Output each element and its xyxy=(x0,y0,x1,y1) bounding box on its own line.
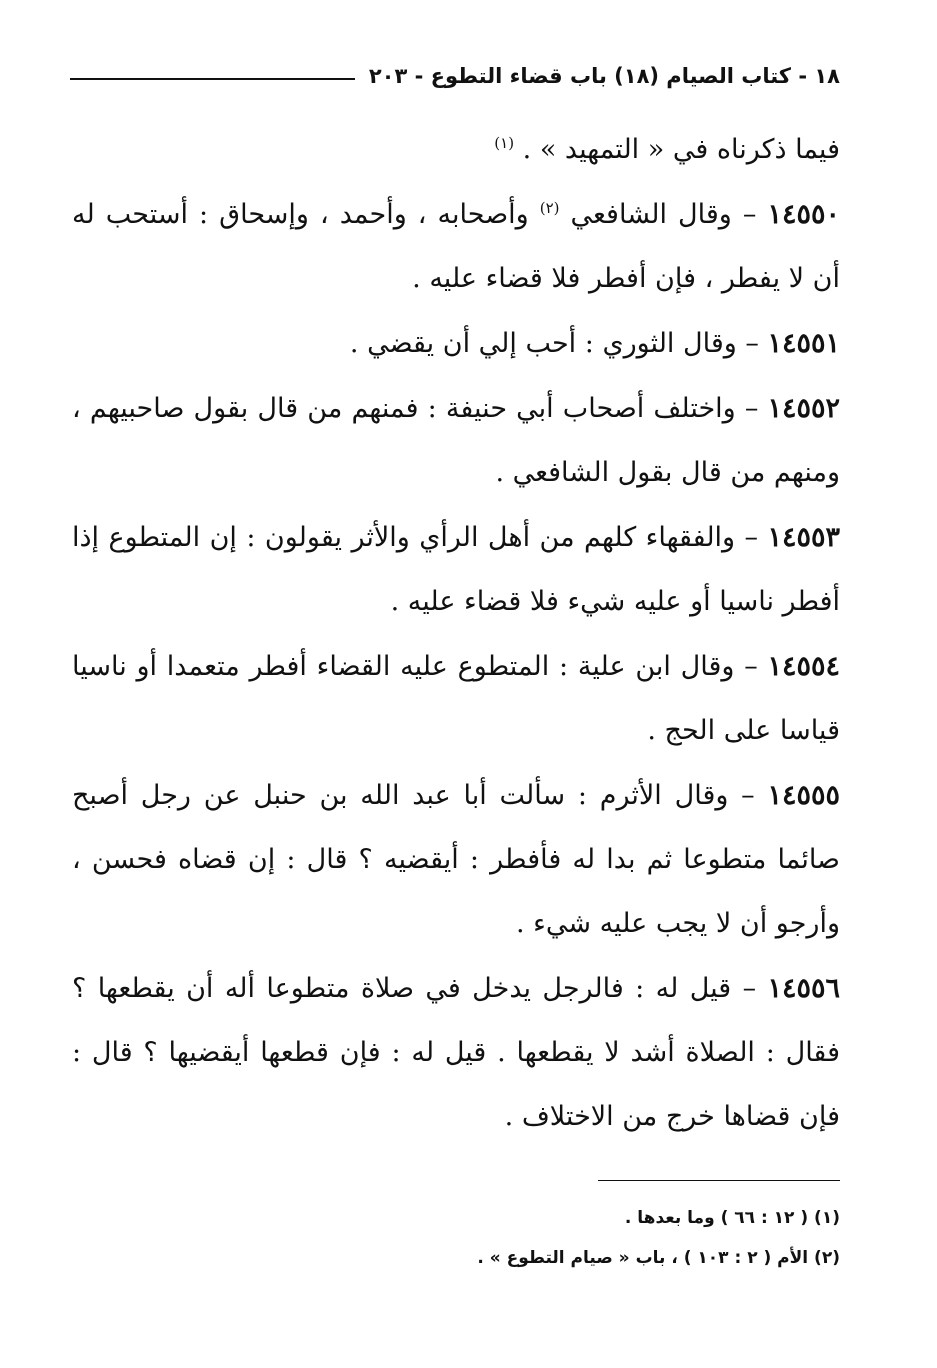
footnote-separator xyxy=(598,1180,840,1181)
paragraph xyxy=(72,312,840,376)
paragraph-text: – وقال الثوري : أحب إلي أن يقضي . xyxy=(349,328,759,359)
paragraph-number: ١٤٥٥٥ xyxy=(767,780,840,811)
paragraph-text-continued: وأصحابه ، وأحمد ، وإسحاق : أستحب له أن لا يفطر ، فإن أفطر فلا قضاء عليه . xyxy=(72,199,840,294)
paragraph-number: ١٤٥٥٢ xyxy=(767,393,840,424)
paragraph-number: ١٤٥٥٦ xyxy=(767,973,840,1004)
paragraph-text: – قيل له : فالرجل يدخل في صلاة متطوعا أله أن يقطعها ؟ فقال : الصلاة أشد لا يقطعها . قيل له : فإن قطعها أيقضيها ؟ قال : فإن قضاها خرج من الاختلاف . xyxy=(72,973,840,1132)
paragraph-number: ١٤٥٥٠ xyxy=(767,199,840,230)
paragraph xyxy=(72,764,840,956)
paragraph xyxy=(72,635,840,763)
paragraph-text: – وقال الأثرم : سألت أبا عبد الله بن حنبل عن رجل أصبح صائما متطوعا ثم بدا له فأفطر : أيقضيه ؟ قال : إن قضاه فحسن ، وأرجو أن لا يجب عليه شيء . xyxy=(72,780,840,939)
paragraph xyxy=(72,506,840,634)
paragraph-number: ١٤٥٥١ xyxy=(767,328,840,359)
running-header xyxy=(70,56,840,96)
paragraph-text: – وقال ابن علية : المتطوع عليه القضاء أفطر متعمدا أو ناسيا قياسا على الحج . xyxy=(72,651,840,746)
header-rule xyxy=(70,78,355,80)
paragraph xyxy=(72,183,840,311)
footnote-2: (٢) الأم ( ٢ : ١٠٣ ) ، باب « صيام التطوع » . xyxy=(477,1248,840,1268)
footnote-ref: (١) xyxy=(494,134,515,152)
paragraph-text: فيما ذكرناه في « التمهيد » . xyxy=(522,134,840,165)
paragraph-text: – واختلف أصحاب أبي حنيفة : فمنهم من قال بقول صاحبيهم ، ومنهم من قال بقول الشافعي . xyxy=(72,393,840,488)
footnotes xyxy=(300,1198,840,1278)
running-header-title: ١٨ - كتاب الصيام (١٨) باب قضاء التطوع - ٢٠٣ xyxy=(368,64,840,88)
paragraph xyxy=(72,118,840,182)
paragraph xyxy=(72,957,840,1149)
paragraph-text: – والفقهاء كلهم من أهل الرأي والأثر يقولون : إن المتطوع إذا أفطر ناسيا أو عليه شيء فلا قضاء عليه . xyxy=(72,522,840,617)
main-text xyxy=(72,118,840,1150)
paragraph-number: ١٤٥٥٣ xyxy=(767,522,840,553)
footnote-ref: (٢) xyxy=(539,199,560,217)
paragraph-text: – وقال الشافعي xyxy=(570,199,757,230)
paragraph-number: ١٤٥٥٤ xyxy=(767,651,840,682)
paragraph xyxy=(72,377,840,505)
footnote-1: (١) ( ١٢ : ٦٦ ) وما بعدها . xyxy=(624,1208,840,1228)
